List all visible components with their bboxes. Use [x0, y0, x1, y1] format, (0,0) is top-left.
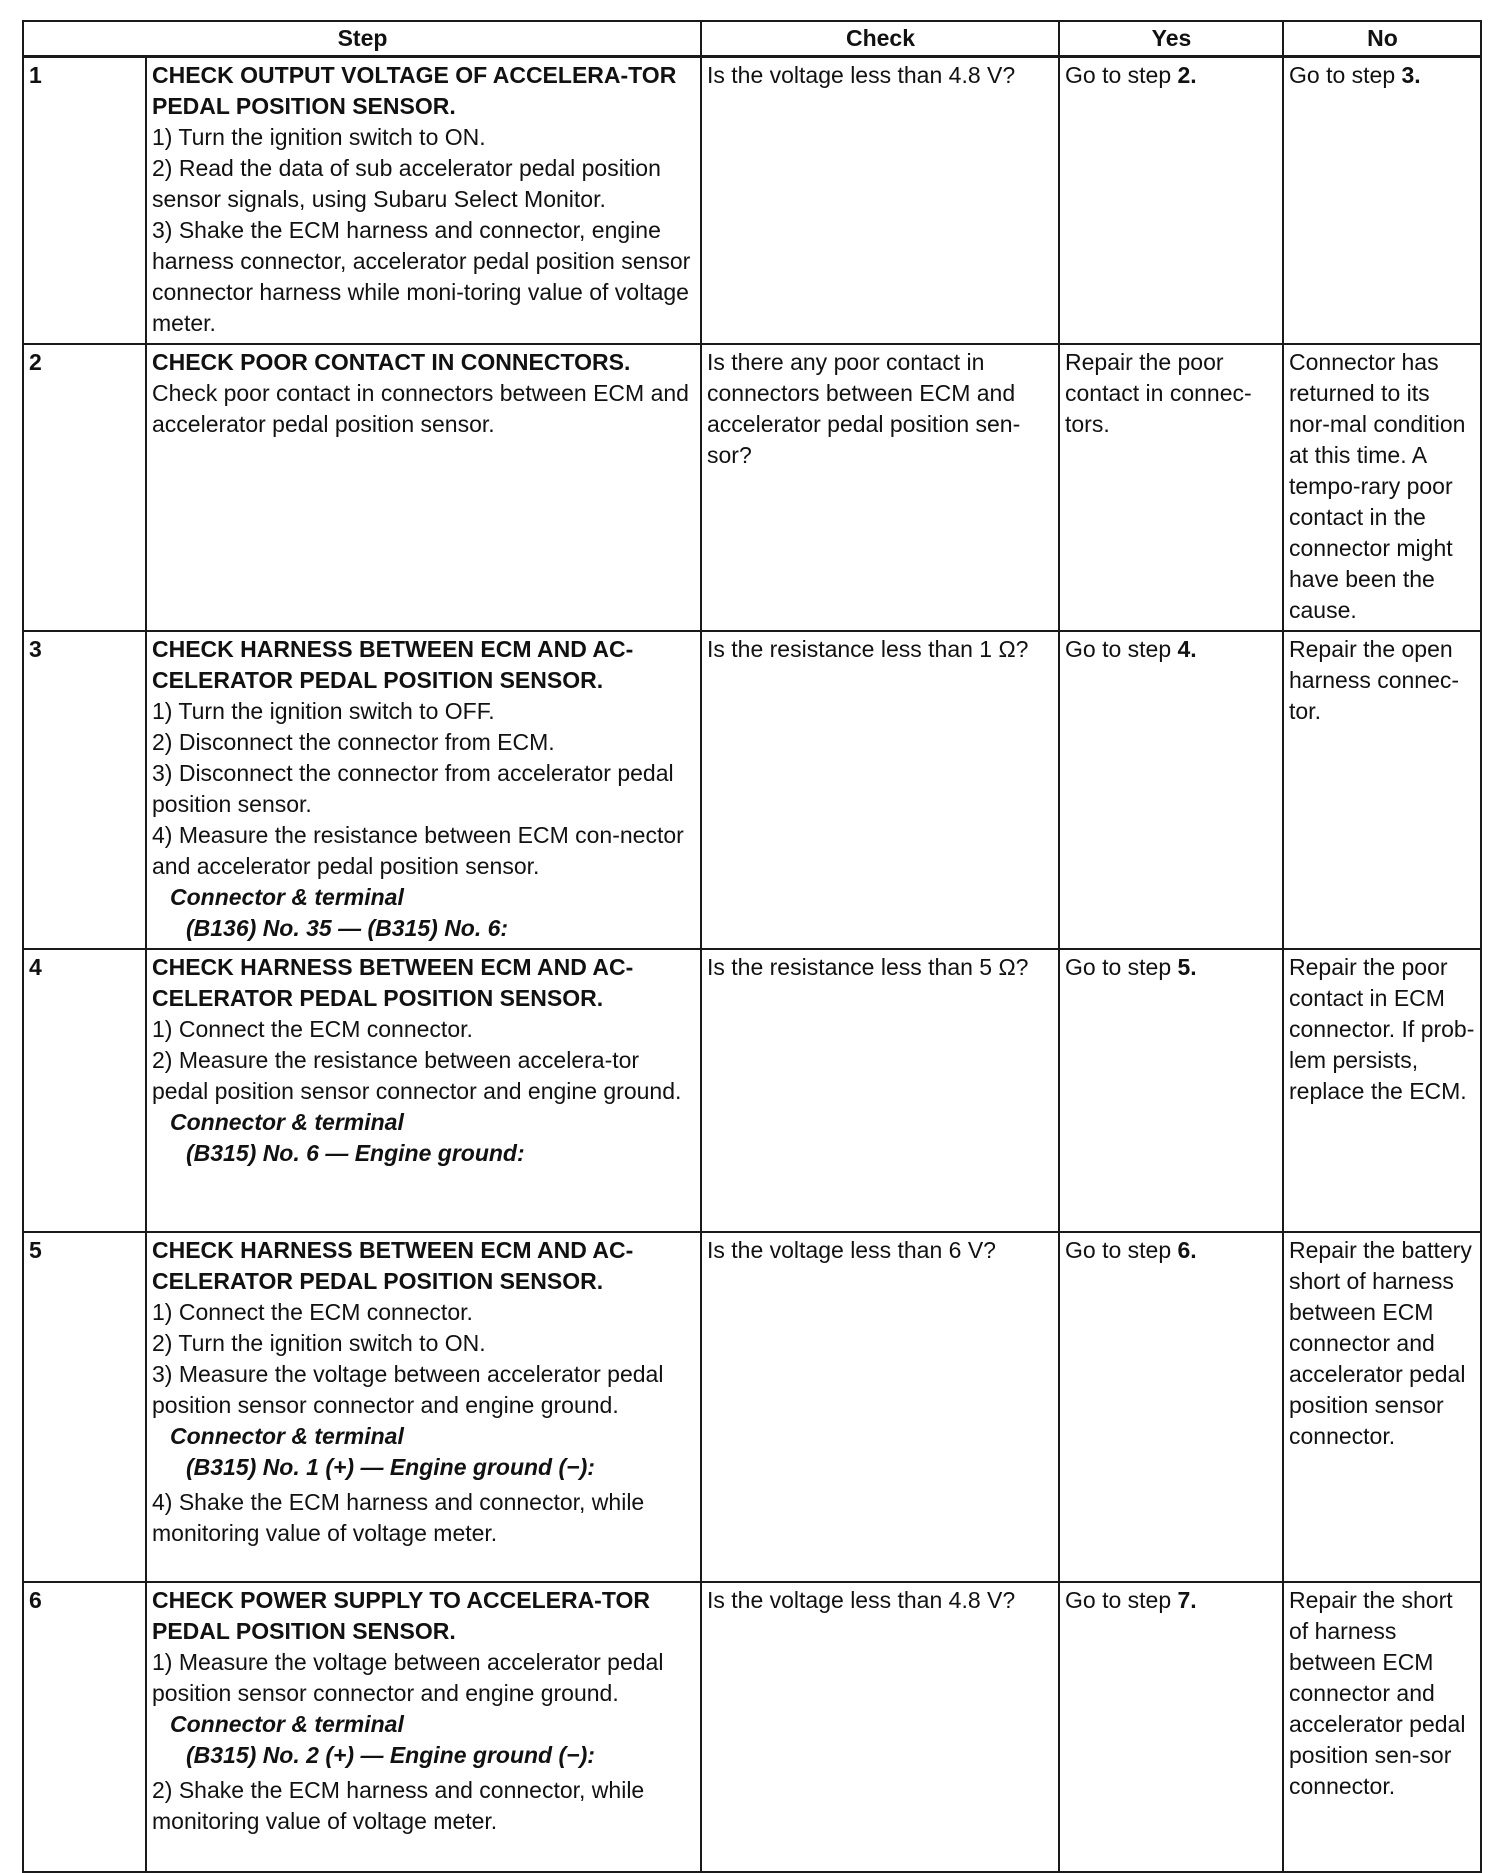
- step-number: 5: [23, 1232, 146, 1582]
- check-cell: Is the resistance less than 1 Ω?: [701, 631, 1059, 949]
- step-cell: [146, 57, 701, 345]
- step-instruction: 2) Shake the ECM harness and connector, while monitoring value of voltage meter.: [152, 1777, 645, 1834]
- check-cell: Is the voltage less than 4.8 V?: [701, 57, 1059, 345]
- table-row: [23, 631, 1481, 949]
- step-cell: [146, 1232, 701, 1582]
- terminal-spec: (B315) No. 6 — Engine ground:: [186, 1140, 525, 1166]
- yes-text: Go to step: [1065, 1587, 1178, 1613]
- yes-step-ref: 4.: [1177, 636, 1197, 662]
- yes-text: Go to step: [1065, 954, 1178, 980]
- yes-text: Go to step: [1065, 62, 1178, 88]
- step-instruction: 1) Connect the ECM connector.: [152, 1299, 473, 1325]
- step-instruction: 2) Measure the resistance between accelera-tor pedal position sensor connector and engine ground.: [152, 1047, 682, 1104]
- no-cell: Repair the battery short of harness between ECM connector and accelerator pedal position sensor connector.: [1283, 1232, 1481, 1582]
- yes-cell: [1059, 949, 1283, 1232]
- connector-label: Connector & terminal: [170, 1711, 404, 1737]
- yes-cell: [1059, 631, 1283, 949]
- step-cell: [146, 631, 701, 949]
- step-title: CHECK HARNESS BETWEEN ECM AND AC-CELERATOR PEDAL POSITION SENSOR.: [152, 636, 634, 693]
- table-row: [23, 949, 1481, 1232]
- yes-cell: [1059, 57, 1283, 345]
- step-instruction: 2) Read the data of sub accelerator pedal position sensor signals, using Subaru Select Monitor.: [152, 155, 661, 212]
- step-number: 1: [23, 57, 146, 345]
- check-cell: Is the voltage less than 6 V?: [701, 1232, 1059, 1582]
- step-instruction: 3) Disconnect the connector from accelerator pedal position sensor.: [152, 760, 674, 817]
- step-instruction: 4) Measure the resistance between ECM con-nector and accelerator pedal position sensor.: [152, 822, 684, 879]
- connector-label: Connector & terminal: [170, 884, 404, 910]
- yes-step-ref: 7.: [1177, 1587, 1197, 1613]
- step-title: CHECK POWER SUPPLY TO ACCELERA-TOR PEDAL POSITION SENSOR.: [152, 1587, 650, 1644]
- table-row: [23, 344, 1481, 631]
- step-cell: [146, 1582, 701, 1872]
- step-number: 6: [23, 1582, 146, 1872]
- connector-label: Connector & terminal: [170, 1423, 404, 1449]
- header-no: No: [1283, 21, 1481, 57]
- header-step: Step: [23, 21, 701, 57]
- step-number: 3: [23, 631, 146, 949]
- step-cell: [146, 344, 701, 631]
- no-cell: Connector has returned to its nor-mal condition at this time. A tempo-rary poor contact in the connector might have been the cause.: [1283, 344, 1481, 631]
- yes-text: Go to step: [1065, 1237, 1178, 1263]
- step-instruction: 2) Turn the ignition switch to ON.: [152, 1330, 486, 1356]
- step-number: 2: [23, 344, 146, 631]
- check-cell: Is there any poor contact in connectors between ECM and accelerator pedal position sen-sor?: [701, 344, 1059, 631]
- no-cell: Repair the short of harness between ECM connector and accelerator pedal position sen-sor connector.: [1283, 1582, 1481, 1872]
- diagnostic-table: [22, 20, 1482, 1873]
- terminal-spec: (B315) No. 2 (+) — Engine ground (−):: [186, 1742, 595, 1768]
- header-row: [23, 21, 1481, 57]
- connector-label: Connector & terminal: [170, 1109, 404, 1135]
- header-check: Check: [701, 21, 1059, 57]
- header-yes: Yes: [1059, 21, 1283, 57]
- check-cell: Is the voltage less than 4.8 V?: [701, 1582, 1059, 1872]
- step-instruction: Check poor contact in connectors between ECM and accelerator pedal position sensor.: [152, 380, 689, 437]
- step-instruction: 1) Turn the ignition switch to OFF.: [152, 698, 495, 724]
- step-instruction: 1) Connect the ECM connector.: [152, 1016, 473, 1042]
- yes-text: Go to step: [1065, 636, 1178, 662]
- yes-step-ref: 2.: [1177, 62, 1197, 88]
- no-cell: [1283, 57, 1481, 345]
- yes-cell: Repair the poor contact in connec-tors.: [1059, 344, 1283, 631]
- yes-cell: [1059, 1582, 1283, 1872]
- table-row: [23, 57, 1481, 345]
- no-cell: Repair the open harness connec-tor.: [1283, 631, 1481, 949]
- step-instruction: 3) Shake the ECM harness and connector, engine harness connector, accelerator pedal position sensor connector harness while moni-toring value of voltage meter.: [152, 217, 691, 336]
- step-title: CHECK POOR CONTACT IN CONNECTORS.: [152, 349, 631, 375]
- no-cell: Repair the poor contact in ECM connector. If prob-lem persists, replace the ECM.: [1283, 949, 1481, 1232]
- step-instruction: 1) Measure the voltage between accelerator pedal position sensor connector and engine ground.: [152, 1649, 664, 1706]
- table-row: [23, 1232, 1481, 1582]
- terminal-spec: (B136) No. 35 — (B315) No. 6:: [186, 915, 509, 941]
- step-instruction: 3) Measure the voltage between accelerator pedal position sensor connector and engine ground.: [152, 1361, 664, 1418]
- yes-step-ref: 6.: [1177, 1237, 1197, 1263]
- step-number: 4: [23, 949, 146, 1232]
- check-cell: Is the resistance less than 5 Ω?: [701, 949, 1059, 1232]
- step-instruction: 1) Turn the ignition switch to ON.: [152, 124, 486, 150]
- no-text: Go to step: [1289, 62, 1402, 88]
- table-row: [23, 1582, 1481, 1872]
- step-title: CHECK HARNESS BETWEEN ECM AND AC-CELERATOR PEDAL POSITION SENSOR.: [152, 1237, 634, 1294]
- step-title: CHECK HARNESS BETWEEN ECM AND AC-CELERATOR PEDAL POSITION SENSOR.: [152, 954, 634, 1011]
- step-instruction: 4) Shake the ECM harness and connector, while monitoring value of voltage meter.: [152, 1489, 645, 1546]
- terminal-spec: (B315) No. 1 (+) — Engine ground (−):: [186, 1454, 595, 1480]
- yes-step-ref: 5.: [1177, 954, 1197, 980]
- step-cell: [146, 949, 701, 1232]
- step-title: CHECK OUTPUT VOLTAGE OF ACCELERA-TOR PEDAL POSITION SENSOR.: [152, 62, 677, 119]
- step-instruction: 2) Disconnect the connector from ECM.: [152, 729, 555, 755]
- no-step-ref: 3.: [1401, 62, 1421, 88]
- yes-cell: [1059, 1232, 1283, 1582]
